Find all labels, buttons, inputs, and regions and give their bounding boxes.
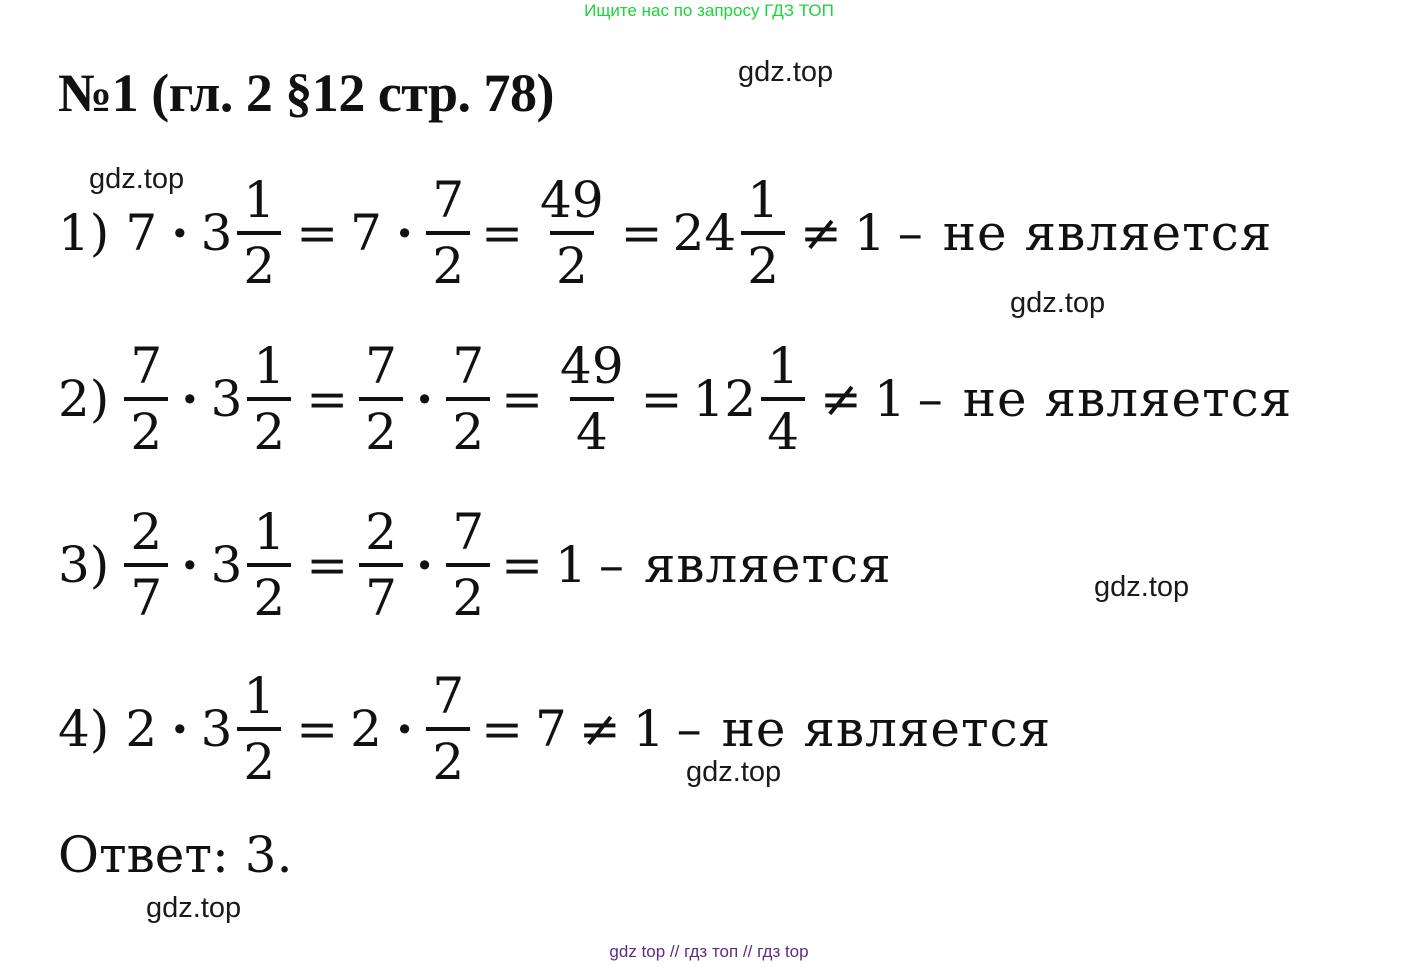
- watermark: gdz.top: [146, 892, 242, 924]
- not-equal-sign: ≠: [578, 700, 621, 758]
- fraction: [359, 337, 403, 461]
- whole-part: 3: [210, 536, 243, 594]
- denominator: 2: [247, 397, 291, 457]
- watermark: gdz.top: [738, 56, 834, 88]
- numerator: 7: [365, 337, 397, 395]
- denominator: 2: [426, 231, 470, 291]
- numerator: 49: [560, 337, 624, 395]
- multiply-sign: ·: [415, 369, 434, 428]
- item-number: 1): [58, 204, 110, 262]
- multiply-sign: ·: [395, 699, 414, 758]
- conclusion-text: не является: [942, 204, 1273, 262]
- mixed-number: [692, 337, 810, 461]
- numerator: 1: [243, 667, 276, 725]
- fraction: [426, 171, 470, 295]
- conclusion-text: является: [643, 536, 892, 594]
- item-number: 3): [58, 536, 110, 594]
- fraction: [554, 337, 630, 461]
- numerator: 7: [452, 503, 485, 561]
- number: 1: [853, 204, 886, 262]
- conclusion-text: не является: [721, 700, 1052, 758]
- search-hint-banner: Ищите нас по запросу ГДЗ ТОП: [584, 1, 834, 20]
- denominator: 2: [247, 563, 291, 623]
- denominator: 2: [741, 231, 785, 291]
- fraction: [237, 171, 281, 295]
- whole-part: 3: [200, 700, 233, 758]
- number: 7: [350, 204, 382, 262]
- number: 1: [555, 536, 587, 594]
- equals-sign: =: [501, 370, 544, 428]
- number: 2: [125, 700, 158, 758]
- exercise-title: №1 (гл. 2 §12 стр. 78): [58, 63, 554, 123]
- equation-4: [58, 664, 1057, 794]
- multiply-sign: ·: [181, 535, 199, 594]
- denominator: 2: [550, 231, 594, 291]
- watermark: gdz.top: [89, 163, 185, 195]
- numerator: 1: [253, 503, 286, 561]
- mixed-number: [200, 667, 287, 791]
- numerator: 2: [365, 503, 397, 561]
- multiply-sign: ·: [395, 203, 414, 262]
- mixed-number: [210, 503, 297, 627]
- denominator: 2: [124, 397, 168, 457]
- item-number: 4): [58, 700, 110, 758]
- dash: –: [676, 700, 702, 758]
- fraction: [446, 337, 490, 461]
- whole-part: 12: [692, 370, 757, 428]
- numerator: 7: [452, 337, 485, 395]
- equation-2: [58, 334, 1298, 464]
- equals-sign: =: [306, 536, 349, 594]
- numerator: 1: [747, 171, 780, 229]
- number: 2: [350, 700, 382, 758]
- multiply-sign: ·: [171, 699, 189, 758]
- equation-1: [58, 168, 1278, 298]
- mixed-number: [672, 171, 790, 295]
- equals-sign: =: [306, 370, 349, 428]
- multiply-sign: ·: [171, 203, 189, 262]
- fraction: [124, 337, 168, 461]
- equals-sign: =: [640, 370, 683, 428]
- fraction: [247, 337, 291, 461]
- whole-part: 3: [210, 370, 243, 428]
- fraction: [534, 171, 610, 295]
- equals-sign: =: [296, 700, 339, 758]
- fraction: [247, 503, 291, 627]
- fraction: [446, 503, 490, 627]
- number: 7: [125, 204, 158, 262]
- denominator: 4: [570, 397, 614, 457]
- fraction: [426, 667, 470, 791]
- numerator: 49: [540, 171, 604, 229]
- denominator: 7: [124, 563, 168, 623]
- equals-sign: =: [620, 204, 663, 262]
- dash: –: [917, 370, 943, 428]
- answer-text: Ответ: 3.: [58, 826, 293, 884]
- fraction: [761, 337, 805, 461]
- equals-sign: =: [296, 204, 339, 262]
- dash: –: [598, 536, 624, 594]
- denominator: 2: [237, 231, 281, 291]
- fraction: [741, 171, 785, 295]
- watermark: gdz.top: [1094, 571, 1190, 603]
- watermark: gdz.top: [1010, 287, 1106, 319]
- numerator: 7: [130, 337, 163, 395]
- equals-sign: =: [481, 204, 524, 262]
- denominator: 2: [237, 727, 281, 787]
- mixed-number: [200, 171, 287, 295]
- number: 7: [535, 700, 567, 758]
- denominator: 2: [359, 397, 403, 457]
- watermark: gdz.top: [686, 756, 782, 788]
- fraction: [237, 667, 281, 791]
- equation-3: [58, 500, 898, 630]
- footer-links[interactable]: gdz top // гдз топ // гдз top: [609, 942, 809, 961]
- denominator: 2: [446, 563, 490, 623]
- numerator: 1: [253, 337, 286, 395]
- fraction: [359, 503, 403, 627]
- numerator: 7: [432, 667, 465, 725]
- equals-sign: =: [481, 700, 524, 758]
- denominator: 2: [426, 727, 470, 787]
- numerator: 2: [130, 503, 163, 561]
- denominator: 2: [446, 397, 490, 457]
- conclusion-text: не является: [962, 370, 1293, 428]
- not-equal-sign: ≠: [820, 370, 862, 428]
- number: 1: [873, 370, 906, 428]
- numerator: 1: [767, 337, 800, 395]
- mixed-number: [210, 337, 297, 461]
- denominator: 4: [761, 397, 805, 457]
- whole-part: 3: [200, 204, 233, 262]
- item-number: 2): [58, 370, 110, 428]
- numerator: 7: [432, 171, 465, 229]
- whole-part: 24: [672, 204, 737, 262]
- not-equal-sign: ≠: [800, 204, 842, 262]
- equals-sign: =: [501, 536, 544, 594]
- numerator: 1: [243, 171, 276, 229]
- denominator: 7: [359, 563, 403, 623]
- fraction: [124, 503, 168, 627]
- multiply-sign: ·: [415, 535, 434, 594]
- number: 1: [632, 700, 665, 758]
- multiply-sign: ·: [181, 369, 199, 428]
- dash: –: [897, 204, 923, 262]
